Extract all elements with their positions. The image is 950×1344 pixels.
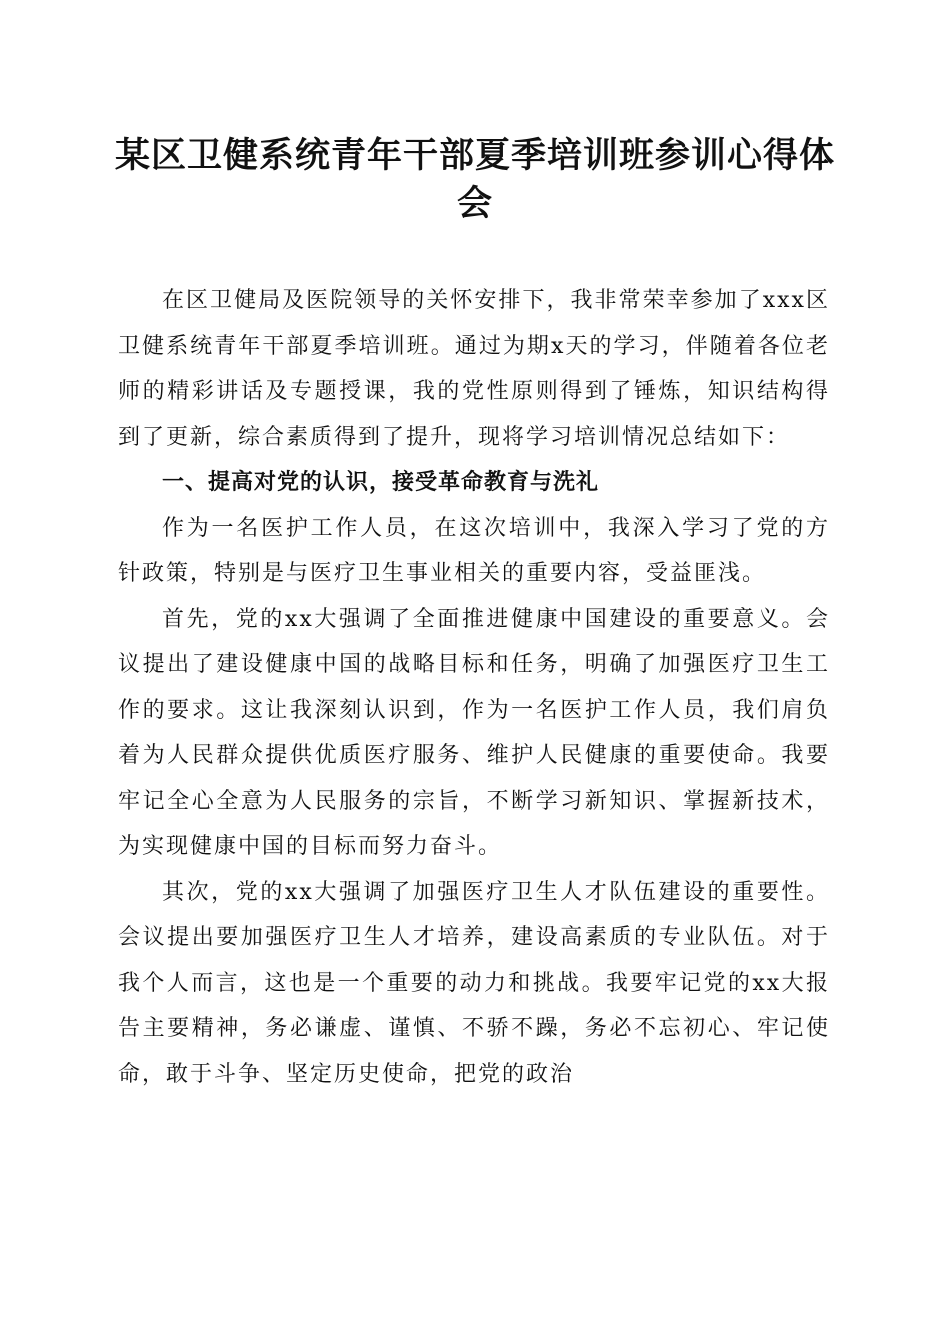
intro-paragraph: 在区卫健局及医院领导的关怀安排下，我非常荣幸参加了xxx区卫健系统青年干部夏季培训班。通过为期x天的学习，伴随着各位老师的精彩讲话及专题授课，我的党性原则得到了锤炼，知识结构得到了更新，综合素质得到了提升，现将学习培训情况总结如下： [118,288,830,450]
document-title: 某区卫健系统青年干部夏季培训班参训心得体会 [114,135,835,224]
section1-paragraph-1: 作为一名医护工作人员，在这次培训中，我深入学习了党的方针政策，特别是与医疗卫生事业相关的重要内容，受益匪浅。 [118,515,830,586]
document-body [118,278,830,1097]
section1-paragraph-2: 首先，党的xx大强调了全面推进健康中国建设的重要意义。会议提出了建设健康中国的战略目标和任务，明确了加强医疗卫生工作的要求。这让我深刻认识到，作为一名医护工作人员，我们肩负着为人民群众提供优质医疗服务、维护人民健康的重要使命。我要牢记全心全意为人民服务的宗旨，不断学习新知识、掌握新技术，为实现健康中国的目标而努力奋斗。 [118,606,830,859]
section-heading-1: 一、提高对党的认识，接受革命教育与洗礼 [162,470,600,495]
section1-paragraph-3: 其次，党的xx大强调了加强医疗卫生人才队伍建设的重要性。会议提出要加强医疗卫生人才培养，建设高素质的专业队伍。对于我个人而言，这也是一个重要的动力和挑战。我要牢记党的xx大报告主要精神，务必谦虚、谨慎、不骄不躁，务必不忘初心、牢记使命，敢于斗争、坚定历史使命，把党的政治 [118,879,830,1087]
